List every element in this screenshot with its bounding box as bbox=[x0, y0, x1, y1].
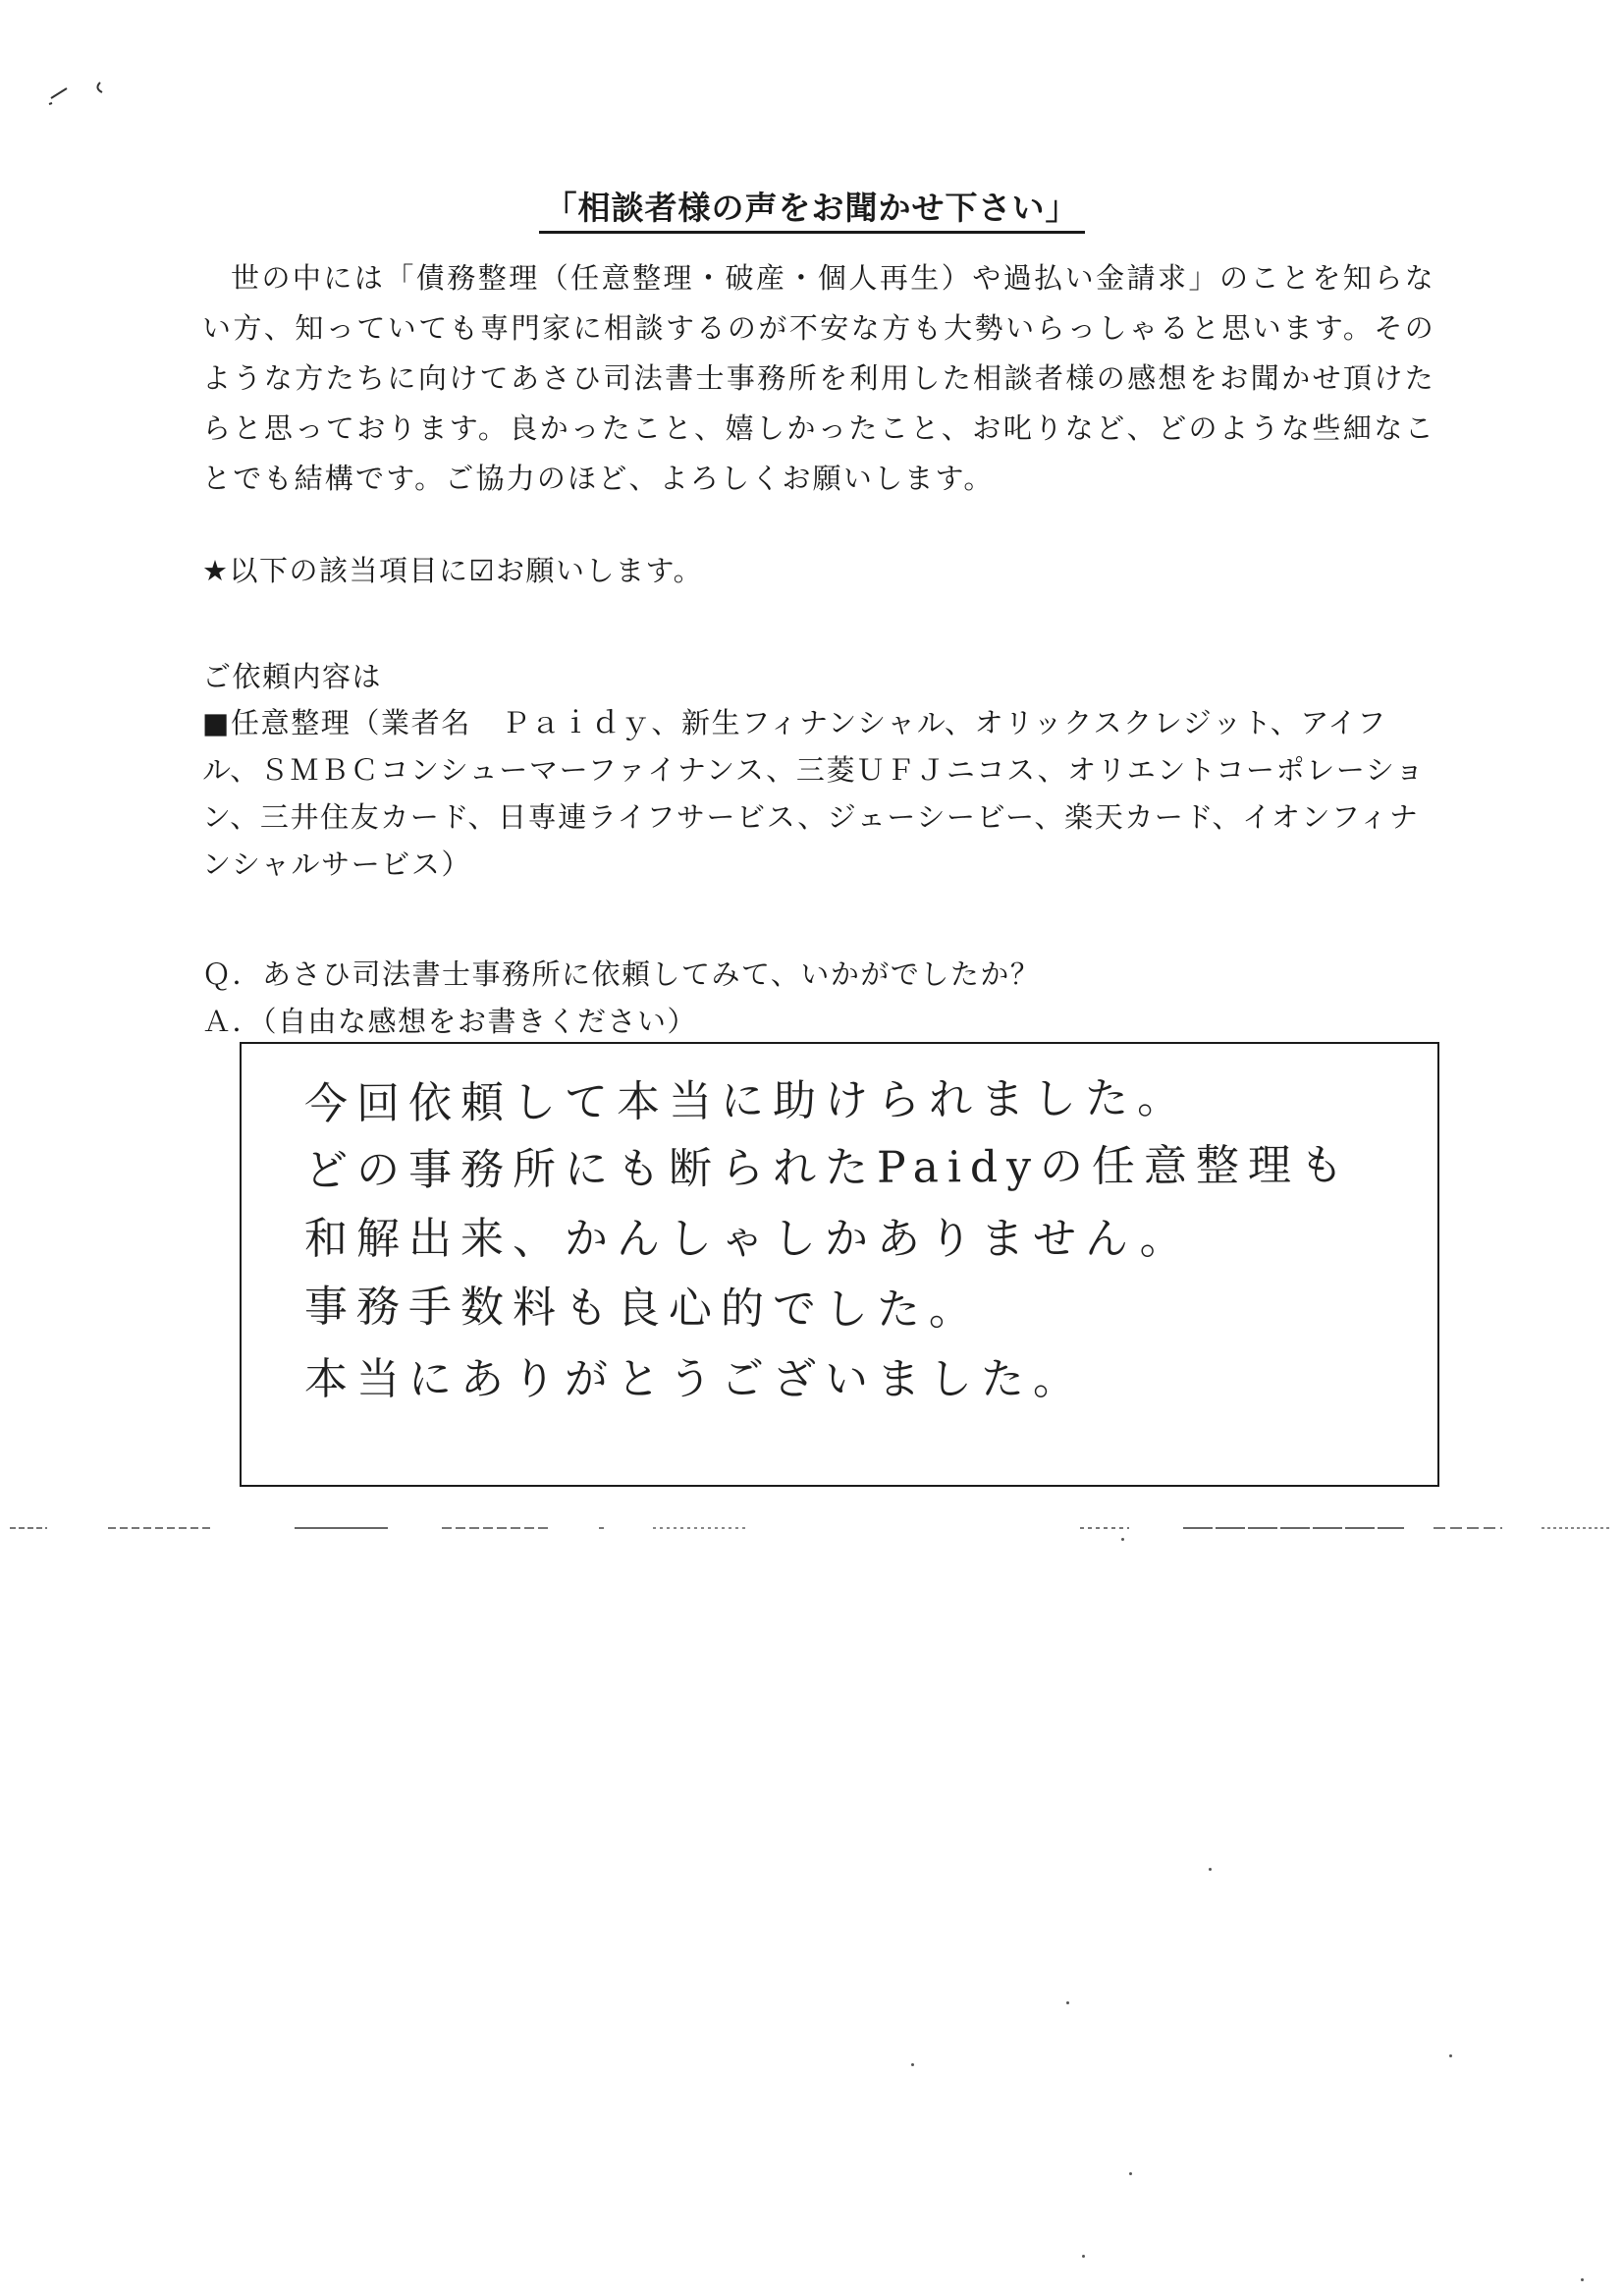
scan-speck bbox=[911, 2063, 914, 2066]
intro-paragraph: 世の中には「債務整理（任意整理・破産・個人再生）や過払い金請求」のことを知らない方、知っていても専門家に相談するのが不安な方も大勢いらっしゃると思います。そのような方たちに向けてあさひ司法書士事務所を利用した相談者様の感想をお聞かせ頂けたらと思っております。良かったこと、嬉しかったこと、お叱りなど、どのような些細なことでも結構です。ご協力のほど、よろしくお願いします。 bbox=[202, 261, 1435, 495]
handwritten-line: 今回依頼して本当に助けられました。 bbox=[303, 1072, 1190, 1130]
handwritten-line: 本当にありがとうございました。 bbox=[304, 1354, 1085, 1404]
scan-speck bbox=[1129, 2172, 1132, 2175]
handwritten-line: どの事務所にも断られたPaidyの任意整理も bbox=[303, 1140, 1353, 1196]
answer-box bbox=[240, 1042, 1439, 1487]
question-text: Ｑ．あさひ司法書士事務所に依頼してみて、いかがでしたか？ bbox=[202, 957, 1041, 991]
scan-speck bbox=[1209, 1868, 1212, 1871]
scan-stray-marks bbox=[39, 59, 128, 108]
scan-artifact-line bbox=[0, 1525, 1623, 1531]
request-details: ■任意整理（業者名 Ｐａｉｄｙ、新生フィナンシャル、オリックスクレジット、アイフル、ＳＭＢＣコンシューマーファイナンス、三菱ＵＦＪニコス、オリエントコーポレーション、三井住友カード、日専連ライフサービス、ジェーシービー、楽天カード、イオンフィナンシャルサービス） bbox=[202, 706, 1426, 881]
scan-speck bbox=[1121, 1538, 1124, 1541]
scan-speck bbox=[1082, 2255, 1085, 2258]
page-title-text: 「相談者様の声をお聞かせ下さい」 bbox=[539, 183, 1085, 234]
scan-speck bbox=[1066, 2001, 1069, 2004]
scan-speck bbox=[1581, 2278, 1584, 2281]
handwritten-line: 事務手数料も良心的でした。 bbox=[303, 1282, 982, 1336]
answer-label: Ａ．（自由な感想をお書きください） bbox=[202, 1005, 698, 1038]
handwritten-line: 和解出来、かんしゃしかありません。 bbox=[304, 1214, 1192, 1264]
scan-speck bbox=[1449, 2054, 1452, 2057]
request-heading: ご依頼内容は bbox=[202, 660, 383, 693]
page-title bbox=[0, 183, 1623, 234]
checkbox-instruction: ★以下の該当項目に☑お願いします。 bbox=[202, 554, 704, 587]
